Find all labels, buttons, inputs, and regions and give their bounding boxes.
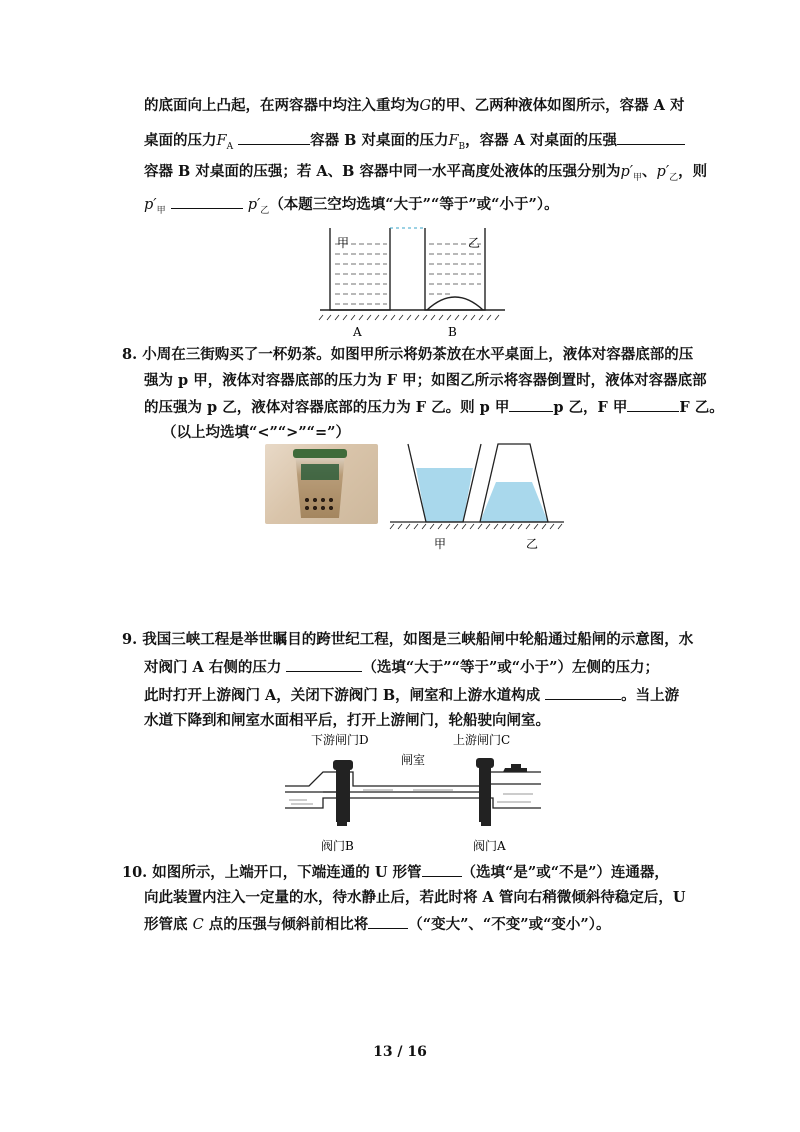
- blank-p-jia[interactable]: [509, 397, 553, 412]
- label-lock-chamber: 闸室: [401, 753, 426, 767]
- blank-valve-force[interactable]: [286, 657, 362, 672]
- q7-line-4: $p'_甲$ $p'_乙$（本题三空均选填“大于”“等于”或“小于”）。: [144, 196, 559, 216]
- q9-line-2: 对阀门 A 右侧的压力 （选填“大于”“等于”或“小于”）左侧的压力；: [144, 659, 659, 676]
- blank-connector[interactable]: [545, 685, 621, 700]
- label-gate-c: 上游闸门C: [453, 733, 511, 747]
- label-yi: 乙: [468, 236, 481, 250]
- q7-line-1: 的底面向上凸起，在两容器中均注入重均为G的甲、乙两种液体如图所示，容器 A 对: [144, 97, 685, 114]
- page-number: 13 / 16: [373, 1044, 427, 1060]
- label-jia: 甲: [337, 236, 350, 250]
- q8-line-2: 强为 p 甲，液体对容器底部的压力为 F 甲；如图乙所示将容器倒置时，液体对容器底部: [144, 372, 707, 389]
- ship-lock-figure: [283, 728, 545, 858]
- label-valve-a: 阀门A: [473, 839, 506, 853]
- label-a: A: [353, 325, 362, 339]
- q9-line-4: 水道下降到和闸室水面相平后，打开上游闸门，轮船驶向闸室。: [144, 712, 550, 729]
- milk-tea-photo: [265, 444, 378, 524]
- label-valve-b: 阀门B: [321, 839, 354, 853]
- q7-line-3: 容器 B 对桌面的压强；若 A、B 容器中同一水平高度处液体的压强分别为$p'_甲$、$p'_乙$，则: [144, 163, 708, 183]
- q9-line-1: 9. 我国三峡工程是举世瞩目的跨世纪工程，如图是三峡船闸中轮船通过船闸的示意图，水: [122, 631, 694, 648]
- blank-u-tube[interactable]: [422, 862, 462, 877]
- containers-figure: [315, 222, 515, 340]
- label-jia: 甲: [434, 537, 447, 551]
- blank-f-jia[interactable]: [627, 397, 679, 412]
- blank-pressure-change[interactable]: [368, 914, 408, 929]
- blank-p-compare[interactable]: [171, 194, 243, 209]
- label-yi: 乙: [526, 537, 539, 551]
- q7-line-2: 桌面的压力$F_A$ 容器 B 对桌面的压力$F_B$，容器 A 对桌面的压强: [144, 130, 685, 157]
- q9-line-3: 此时打开上游阀门 A，关闭下游阀门 B，闸室和上游水道构成 。当上游: [144, 687, 680, 704]
- q10-line-2: 向此装置内注入一定量的水，待水静止后，若此时将 A 管向右稍微倾斜待稳定后，U: [144, 889, 686, 906]
- cups-figure: [388, 440, 568, 555]
- blank-fa[interactable]: [238, 130, 310, 145]
- q10-line-1: 10. 如图所示，上端开口，下端连通的 U 形管 （选填“是”或“不是”）连通器，: [122, 864, 669, 881]
- q10-line-3: 形管底 C 点的压强与倾斜前相比将 （“变大”、“不变”或“变小”）。: [144, 916, 611, 933]
- blank-pa[interactable]: [617, 130, 685, 145]
- q8-line-1: 8. 小周在三街购买了一杯奶茶。如图甲所示将奶茶放在水平桌面上，液体对容器底部的压: [122, 346, 694, 363]
- q8-line-3: 的压强为 p 乙，液体对容器底部的压力为 F 乙。则 p 甲 p 乙，F 甲 F 乙。: [144, 399, 724, 416]
- q8-line-4: （以上均选填“<”“>”“=”）: [162, 424, 350, 441]
- label-gate-d: 下游闸门D: [311, 733, 369, 747]
- label-b: B: [448, 325, 457, 339]
